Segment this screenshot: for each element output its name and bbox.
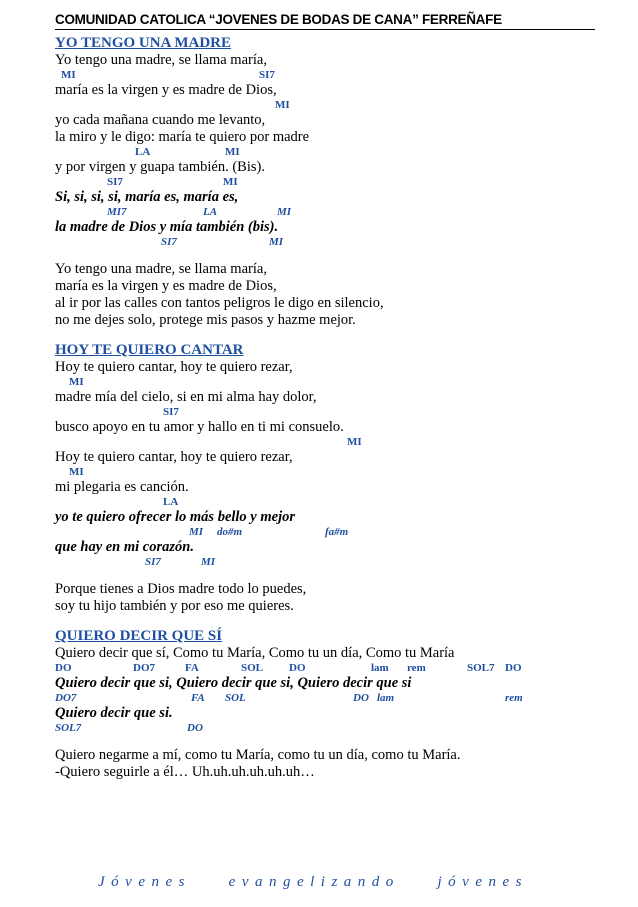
chord-line [55, 496, 595, 509]
chord: LA [163, 496, 179, 508]
chord: DO [353, 692, 369, 704]
lyric-line: al ir por las calles con tantos peligros le digo en silencio, [55, 295, 384, 311]
lyric-line: maría es la virgen y es madre de Dios, [55, 82, 277, 98]
chord: SOL [225, 692, 246, 704]
lyric-line: yo cada mañana cuando me levanto, [55, 112, 266, 128]
song-sheet [55, 12, 595, 781]
lyric-line: Hoy te quiero cantar, hoy te quiero rezar, [55, 449, 293, 465]
chord: MI [275, 99, 290, 111]
lyric-line: soy tu hijo también y por eso me quieres. [55, 598, 294, 614]
lyric-line: Porque tienes a Dios madre todo lo puedes, [55, 581, 307, 597]
lyric-chorus-line: Si, si, si, si, maría es, maría es, [55, 189, 239, 205]
chord: DO [187, 722, 203, 734]
chord: SI7 [161, 236, 177, 248]
footer-word: Jóvenes [98, 874, 191, 890]
chord: FA [185, 662, 199, 674]
chord: MI7 [107, 206, 127, 218]
lyric-chorus-line: Quiero decir que si. [55, 705, 173, 721]
chord: lam [377, 692, 395, 704]
chord: DO [505, 662, 522, 674]
chord: do#m [217, 526, 243, 538]
chord-line [55, 69, 595, 82]
chord: FA [191, 692, 205, 704]
chord: DO [289, 662, 306, 674]
song-title-quiero-decir-que-si: QUIERO DECIR QUE SÍ [55, 628, 223, 644]
song-title-hoy-te-quiero-cantar: HOY TE QUIERO CANTAR [55, 342, 244, 358]
lyric-line: Hoy te quiero cantar, hoy te quiero rezar, [55, 359, 293, 375]
lyric-chorus-line: la madre de Dios y mía también (bis). [55, 219, 279, 235]
chord: fa#m [325, 526, 349, 538]
lyric-line: la miro y le digo: maría te quiero por madre [55, 129, 310, 145]
chord-line [55, 556, 595, 569]
chord: MI [69, 376, 84, 388]
lyric-line: Quiero decir que sí, Como tu María, Como tu un día, Como tu María [55, 645, 455, 661]
lyric-chorus-line: yo te quiero ofrecer lo más bello y mejor [55, 509, 296, 525]
lyric-line: Yo tengo una madre, se llama maría, [55, 261, 267, 277]
chord: SI7 [145, 556, 161, 568]
chord: rem [505, 692, 523, 704]
chord: MI [347, 436, 362, 448]
chord: MI [189, 526, 204, 538]
lyric-line: Yo tengo una madre, se llama maría, [55, 52, 267, 68]
chord: SI7 [163, 406, 179, 418]
lyric-line: -Quiero seguirle a él… Uh.uh.uh.uh.uh.uh… [55, 764, 315, 780]
chord: MI [269, 236, 284, 248]
chord: DO7 [133, 662, 155, 674]
chord: MI [201, 556, 216, 568]
chord-line [55, 99, 595, 112]
chord-line [55, 662, 595, 675]
chord: SI7 [259, 69, 275, 81]
lyric-line: Quiero negarme a mí, como tu María, como tu un día, como tu María. [55, 747, 461, 763]
song-title-yo-tengo-una-madre: YO TENGO UNA MADRE [55, 35, 231, 51]
community-header: COMUNIDAD CATOLICA “JOVENES DE BODAS DE CANA” FERREÑAFE [55, 12, 595, 30]
lyric-line: busco apoyo en tu amor y hallo en ti mi consuelo. [55, 419, 344, 435]
chord-line [55, 692, 595, 705]
chord: rem [407, 662, 426, 674]
chord: LA [203, 206, 218, 218]
chord-line [55, 526, 595, 539]
chord: MI [69, 466, 84, 478]
lyric-line: maría es la virgen y es madre de Dios, [55, 278, 277, 294]
chord: DO [55, 662, 72, 674]
chord-line [55, 722, 595, 735]
chord: SOL7 [467, 662, 495, 674]
lyric-line: mi plegaria es canción. [55, 479, 189, 495]
footer-word: evangelizando [228, 874, 400, 890]
chord: MI [223, 176, 238, 188]
chord-line [55, 236, 595, 249]
chord-line [55, 176, 595, 189]
chord: lam [371, 662, 389, 674]
chord: SOL [241, 662, 264, 674]
chord-line [55, 466, 595, 479]
chord: SI7 [107, 176, 123, 188]
chord: MI [61, 69, 76, 81]
chord-line [55, 146, 595, 159]
chord: MI [225, 146, 240, 158]
chord: MI [277, 206, 292, 218]
lyric-chorus-line: Quiero decir que si, Quiero decir que si, Quiero decir que si [55, 675, 412, 691]
chord-line [55, 206, 595, 219]
chord: SOL7 [55, 722, 82, 734]
chord-line [55, 406, 595, 419]
lyric-chorus-line: que hay en mi corazón. [55, 539, 194, 555]
footer-motto [98, 874, 528, 891]
chord: LA [135, 146, 151, 158]
chord: DO7 [55, 692, 77, 704]
footer-word: jóvenes [437, 874, 528, 890]
lyric-line: madre mía del cielo, si en mi alma hay dolor, [55, 389, 317, 405]
chord-line [55, 376, 595, 389]
lyric-line: no me dejes solo, protege mis pasos y hazme mejor. [55, 312, 356, 328]
chord-line [55, 436, 595, 449]
lyric-line: y por virgen y guapa también. (Bis). [55, 159, 265, 175]
